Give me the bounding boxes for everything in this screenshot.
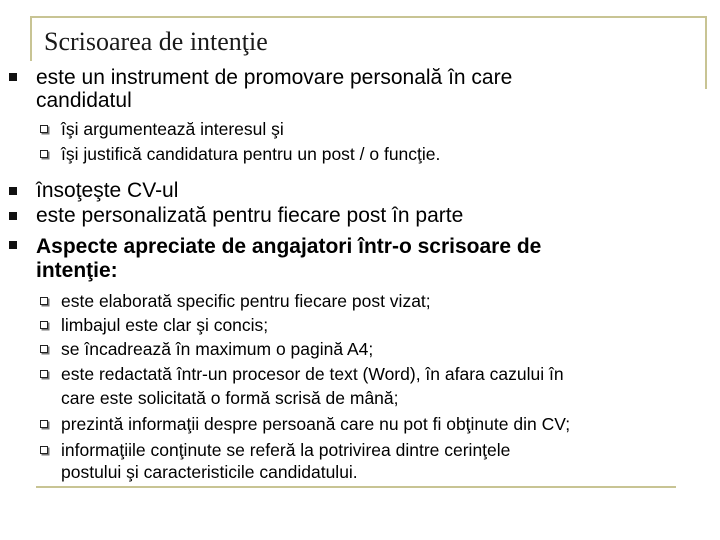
aspect-word: este redactată într-un procesor de text (Word), în afara cazului în	[61, 364, 564, 384]
hollow-bullet-icon	[40, 446, 48, 454]
sub-bullet-justify: îşi justifică candidatura pentru un post / o funcţie.	[61, 144, 441, 164]
hollow-bullet-icon	[40, 420, 48, 428]
hollow-bullet-icon	[40, 345, 48, 353]
aspect-requirements-cont: postului şi caracteristicile candidatului.	[61, 462, 358, 482]
frame-bottom-line	[36, 486, 676, 488]
frame-right-line	[705, 16, 707, 89]
hollow-bullet-icon	[40, 125, 48, 133]
aspect-word-cont: care este solicitată o formă scrisă de mână;	[61, 388, 399, 408]
bullet-text-aspects: Aspecte apreciate de angajatori într-o scrisoare de	[36, 235, 542, 258]
frame-left-line	[30, 16, 32, 61]
bullet-text-personalized: este personalizată pentru fiecare post în parte	[36, 204, 464, 227]
hollow-bullet-icon	[40, 150, 48, 158]
square-bullet-icon	[9, 73, 17, 81]
aspect-info: prezintă informaţii despre persoană care nu pot fi obţinute din CV;	[61, 414, 571, 434]
square-bullet-icon	[9, 212, 17, 220]
bullet-text-aspects-cont: intenţie:	[36, 259, 118, 282]
square-bullet-icon	[9, 187, 17, 195]
hollow-bullet-icon	[40, 321, 48, 329]
hollow-bullet-icon	[40, 370, 48, 378]
aspect-language: limbajul este clar şi concis;	[61, 315, 269, 335]
sub-bullet-argument: îşi argumentează interesul şi	[61, 119, 284, 139]
square-bullet-icon	[9, 241, 17, 249]
aspect-specific: este elaborată specific pentru fiecare post vizat;	[61, 291, 431, 311]
frame-top-line	[30, 16, 706, 18]
hollow-bullet-icon	[40, 297, 48, 305]
aspect-one-page: se încadrează în maximum o pagină A4;	[61, 339, 374, 359]
aspect-requirements: informaţiile conţinute se referă la potrivirea dintre cerinţele	[61, 440, 511, 460]
slide-title: Scrisoarea de intenţie	[44, 27, 268, 56]
bullet-text-instrument-cont: candidatul	[36, 89, 132, 112]
bullet-text-instrument: este un instrument de promovare personală în care	[36, 66, 513, 89]
bullet-text-cv: însoţeşte CV-ul	[36, 179, 179, 202]
